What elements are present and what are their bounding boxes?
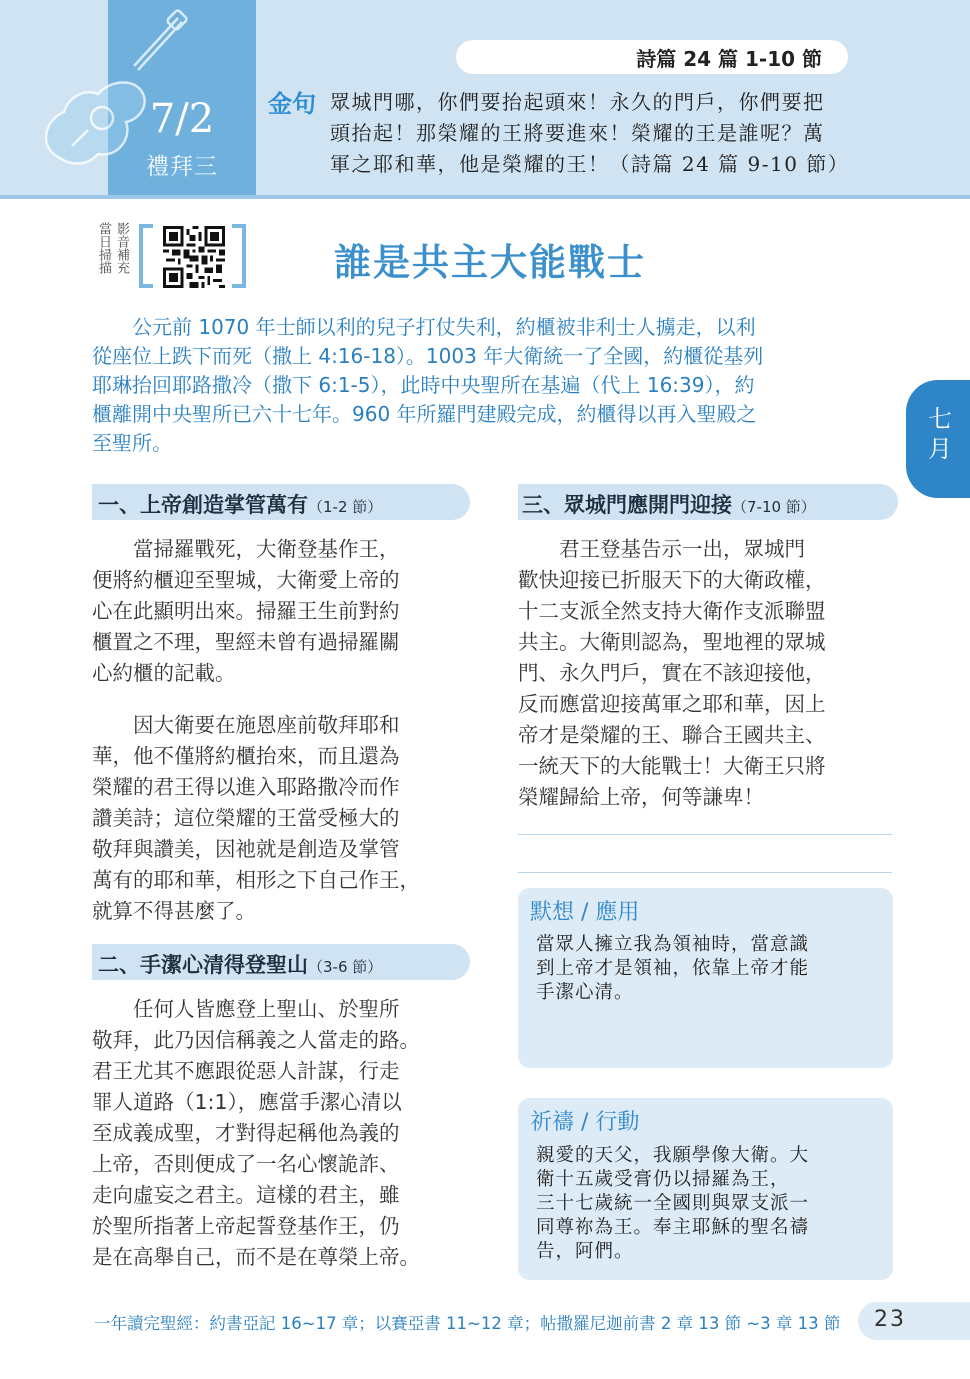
page-title: 誰是共主大能戰士 [334, 241, 646, 284]
prayer-title: 祈禱 / 行動 [530, 1110, 640, 1135]
section-2-line: 走向虛妄之君主。這樣的君主，雖 [92, 1183, 400, 1207]
intro-line: 從座位上跌下而死（撒上 4:16-18）。1003 年大衛統一了全國，約櫃從基列 [92, 344, 764, 368]
section-1-line: 便將約櫃迎至聖城，大衛愛上帝的 [92, 568, 400, 592]
divider-line [518, 872, 892, 873]
meditation-line: 到上帝才是領袖，依靠上帝才能 [536, 958, 810, 979]
section-3-line: 帝才是榮耀的王、聯合王國共主、 [518, 723, 826, 747]
section-2-line: 是在高舉自己，而不是在尊榮上帝。 [92, 1245, 420, 1269]
intro-line: 櫃離開中央聖所已六十七年。960 年所羅門建殿完成，約櫃得以再入聖殿之 [92, 402, 757, 426]
section-1-line: 就算不得甚麼了。 [92, 899, 256, 923]
divider-line [518, 834, 892, 835]
section-1-line: 萬有的耶和華，相形之下自己作王， [92, 868, 420, 892]
prayer-line: 衛十五歲受膏仍以掃羅為王， [536, 1169, 790, 1190]
section-3-line: 反而應當迎接萬軍之耶和華，因上 [518, 692, 826, 716]
section-1-line: 敬拜與讚美，因祂就是創造及掌管 [92, 837, 400, 861]
month-side-tab-label: 七月 [928, 405, 952, 463]
header-divider [0, 195, 970, 199]
section-1-line: 心約櫃的記載。 [92, 661, 236, 685]
golden-verse-line: 軍之耶和華，他是榮耀的王！（詩篇 24 篇 9-10 節） [330, 152, 850, 176]
date-number: 7/2 [149, 96, 215, 142]
intro-line: 耶琳抬回耶路撒冷（撒下 6:1-5），此時中央聖所在基遍（代上 16:39），約 [92, 373, 755, 397]
section-1-line: 因大衛要在施恩座前敬拜耶和 [92, 713, 400, 737]
qr-caption-left: 當日掃描 [96, 222, 111, 274]
section-2-heading: 二、手潔心清得登聖山（3-6 節） [98, 953, 383, 977]
section-1-line: 心在此顯明出來。掃羅王生前對約 [92, 599, 400, 623]
section-1-line: 櫃置之不理，聖經未曾有過掃羅關 [92, 630, 400, 654]
section-1-line: 讚美詩；這位榮耀的王當受極大的 [92, 806, 400, 830]
section-3-line: 歡快迎接已折服天下的大衛政權， [518, 568, 826, 592]
section-2-line: 敬拜，此乃因信稱義之人當走的路。 [92, 1028, 420, 1052]
section-3-line: 一統天下的大能戰士！大衛王只將 [518, 754, 826, 778]
golden-verse-line: 眾城門哪，你們要抬起頭來！永久的門戶，你們要把 [330, 90, 825, 114]
section-1-line: 榮耀的君王得以進入耶路撒冷而作 [92, 775, 400, 799]
guitar-icon [38, 8, 188, 168]
section-1-heading: 一、上帝創造掌管萬有（1-2 節） [98, 493, 383, 517]
section-3-line: 門、永久門戶，實在不該迎接他， [518, 661, 826, 685]
golden-verse-line: 頭抬起！那榮耀的王將要進來！榮耀的王是誰呢？萬 [330, 121, 825, 145]
section-1-line: 當掃羅戰死，大衛登基作王， [92, 537, 400, 561]
scripture-ref: 詩篇 24 篇 1-10 節 [636, 47, 822, 71]
golden-verse-label: 金句 [268, 90, 316, 118]
meditation-line: 當眾人擁立我為領袖時，當意識 [536, 934, 810, 955]
section-2-line: 罪人道路（1:1），應當手潔心清以 [92, 1090, 402, 1114]
bible-reading-plan: 一年讀完聖經：約書亞記 16~17 章；以賽亞書 11~12 章；帖撒羅尼迦前書 2 章 13 節 ~3 章 13 節 [94, 1314, 841, 1333]
section-3-line: 君王登基告示一出，眾城門 [518, 537, 805, 561]
section-2-line: 任何人皆應登上聖山、於聖所 [92, 997, 400, 1021]
weekday: 禮拜三 [146, 154, 218, 180]
section-1-line: 華，他不僅將約櫃抬來，而且還為 [92, 744, 400, 768]
qr-code-icon[interactable] [163, 226, 225, 288]
qr-bracket-left [139, 224, 153, 288]
prayer-line: 同尊祢為王。奉主耶穌的聖名禱 [536, 1217, 810, 1238]
meditation-title: 默想 / 應用 [530, 900, 640, 925]
section-3-heading: 三、眾城門應開門迎接（7-10 節） [522, 493, 816, 517]
intro-line: 公元前 1070 年士師以利的兒子打仗失利，約櫃被非利士人擄走，以利 [92, 315, 756, 339]
section-3-line: 榮耀歸給上帝，何等謙卑！ [518, 785, 764, 809]
section-2-line: 於聖所指著上帝起誓登基作王，仍 [92, 1214, 400, 1238]
meditation-line: 手潔心清。 [536, 982, 634, 1003]
section-2-line: 至成義成聖，才對得起稱他為義的 [92, 1121, 400, 1145]
qr-bracket-right [232, 224, 246, 288]
section-2-line: 君王尤其不應跟從惡人計謀，行走 [92, 1059, 400, 1083]
prayer-line: 告，阿們。 [536, 1241, 634, 1262]
section-2-line: 上帝，否則便成了一名心懷詭詐、 [92, 1152, 400, 1176]
page-number: 23 [874, 1307, 906, 1332]
section-3-line: 共主。大衛則認為，聖地裡的眾城 [518, 630, 826, 654]
prayer-line: 親愛的天父，我願學像大衛。大 [536, 1145, 810, 1166]
intro-line: 至聖所。 [92, 431, 172, 455]
qr-caption-right: 影音補充 [114, 222, 129, 274]
prayer-line: 三十七歲統一全國則與眾支派一 [536, 1193, 810, 1214]
section-3-line: 十二支派全然支持大衛作支派聯盟 [518, 599, 826, 623]
